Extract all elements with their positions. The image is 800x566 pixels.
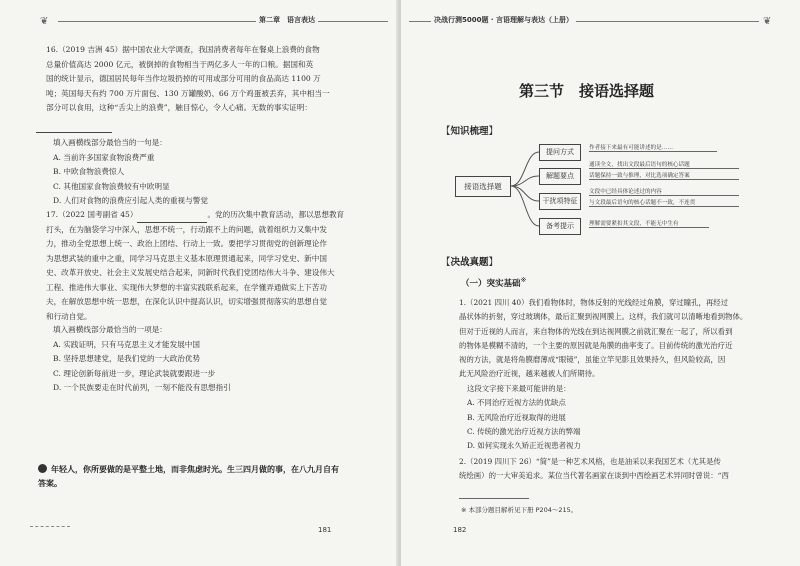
q17-blank <box>137 214 207 223</box>
question-2 <box>459 455 783 484</box>
q1-option-b[interactable]: B. 无风险治疗近视取得的进展 <box>467 412 566 422</box>
q16-option-b[interactable]: B. 中欧食物浪费惊人 <box>53 167 125 176</box>
subsection-heading <box>461 276 526 289</box>
q17-options <box>53 323 368 396</box>
q1-line: 1.（2021 四川 40）我们看物体时，物体反射的光线经过角膜，穿过瞳孔，再经过 <box>459 298 729 307</box>
connector-line <box>511 186 539 201</box>
page-number-right: 182 <box>453 526 467 534</box>
left-page-header <box>0 14 399 28</box>
knowledge-tag: 【知识梳理】 <box>441 126 499 137</box>
q16-options <box>53 136 368 209</box>
q17-line: 打头，在为脑袋学习中深入，思想不统一，行动跟不上的问题，就着组织力又集中发 <box>46 224 327 234</box>
q17-line: 夫，在解放思想中统一思想，在深化认识中提高认识，切实增强贯彻落实的思想自觉 <box>46 297 327 306</box>
q17-option-d[interactable]: D. 一个民族要走在时代前列，一刻不能没有思想指引 <box>53 383 231 392</box>
mindmap-leaf: 话题保持一致与推理，对比选项确定答案 <box>589 173 690 179</box>
mindmap-leaf: 文段中已经具体论述过的内容 <box>589 189 662 195</box>
mindmap-leaf: 作者接下来最有可能讲述的是…… <box>589 145 673 151</box>
page-number-left: 181 <box>318 526 332 534</box>
q16-line: 部分可以食用，这种“舌尖上的浪费”，触目惊心，令人心痛。无数的事实证明： <box>46 103 312 112</box>
section-title: 第三节 接语选择题 <box>519 82 655 100</box>
q2-line: 2.（2019 四川下 26）“简”是一种艺术风格，也是油采以来我国艺术（尤其是传 <box>459 457 721 466</box>
note-line: 年轻人，你所要做的是平整土地，而非焦虑时光。生三四月做的事，在八九月自有 <box>51 465 339 474</box>
subsection-label: （一）突实基础 <box>461 278 521 289</box>
leaf-underline <box>589 179 739 180</box>
q1-line: 但对于近视的人而言，来自物体的光线在到达视网膜之前就汇聚在一起了，所以看到 <box>459 326 733 336</box>
q16-option-d[interactable]: D. 人们对食物的浪费应引起人类的重视与警觉 <box>53 196 208 205</box>
q17-option-c[interactable]: C. 理论创新每前进一步，理论武装就要跟进一步 <box>53 368 216 378</box>
q1-line: 的物体是模糊不清的，一个主要的原因就是角膜的曲率变了。目前传统的激光治疗近 <box>459 340 733 350</box>
q17-option-b[interactable]: B. 坚持思想建党，是我们党的一大政治优势 <box>53 354 201 363</box>
q1-option-d[interactable]: D. 如何实现永久矫正近视患者视力 <box>467 441 581 451</box>
q17-prompt: 填入画横线部分最恰当的一项是： <box>53 325 167 334</box>
q1-line: 此无风险治疗近视，越来越被人们所期待。 <box>459 369 600 379</box>
mindmap-leaf: 理解需要紧扣其文段，不能无中生有 <box>589 221 679 227</box>
q17-line: 为思想武装的重中之重，同学习马克思主义基本原理贯通起来，同学习党史、新中国 <box>46 253 327 263</box>
q16-line: 国的统计显示，德国居民每年当作垃圾扔掉的可用或部分可用的食品高达 1100 万 <box>46 74 321 83</box>
q16-option-c[interactable]: C. 其他国家食物浪费较有中欧明显 <box>53 181 170 191</box>
q17-line: 力，推动全党思想上统一、政治上团结、行动上一致。要把学习贯彻党的创新理论作 <box>46 239 327 248</box>
q17-line-first <box>46 208 368 223</box>
book-title: 决战行测5000题 · 言语理解与表达（上册） <box>431 15 576 25</box>
q1-options <box>467 382 783 453</box>
q1-line: 晶状体的折射，穿过玻璃体，最后汇聚到视网膜上。这样，我们就可以清晰地看到物体。 <box>459 312 748 322</box>
question-1 <box>459 296 783 382</box>
q17-line: 和行动自觉。 <box>46 311 92 321</box>
right-page <box>401 0 800 566</box>
leaf-underline <box>589 195 739 196</box>
question-17 <box>46 208 368 324</box>
mindmap-node: 干扰项特征 <box>539 193 581 210</box>
q17-line: 工程、推进伟大事业、实现伟大梦想的丰富实践联系起来，在学懂弄通做实上下苦功 <box>46 282 327 292</box>
q1-prompt: 这段文字接下来最可能讲的是： <box>467 384 571 393</box>
q1-line: 视的方法，就是将角膜磨薄成“眼镜”，虽能立竿见影且效果持久，但风险较高，因 <box>459 355 726 365</box>
leaf-underline <box>589 168 739 169</box>
left-page <box>0 0 399 566</box>
q17-lead: 。党的历次集中教育活动，都以思想教育 <box>207 210 345 219</box>
leaf-underline <box>589 206 739 207</box>
q17-option-a[interactable]: A. 实践证明，只有马克思主义才能发展中国 <box>53 339 200 349</box>
q16-line: 16.（2019 吉洲 45）据中国农业大学调查，我国消费者每年在餐桌上浪费的食物 <box>46 45 320 54</box>
q16-option-a[interactable]: A. 当前许多国家食物浪费严重 <box>53 152 155 162</box>
q16-line: 总量价值高达 2000 亿元，被倒掉的食物相当于两亿多人一年的口粮。据国和英 <box>46 59 314 69</box>
motivational-note <box>38 463 368 491</box>
leaf-underline <box>589 151 717 152</box>
exam-tag: 【决战真题】 <box>441 257 499 268</box>
q16-answer-blank <box>36 132 112 133</box>
mindmap-leaf: 与文段最后语句的核心话题不一致，不连贯 <box>589 200 696 206</box>
q17-source: 17.（2022 国考副省 45） <box>46 210 138 219</box>
q17-line: 史、改革开放史、社会主义发展史结合起来，同新时代我们党团结伟大斗争、建设伟大 <box>46 268 335 277</box>
header-rule <box>58 21 388 22</box>
footnote: ※ 本部分题目解析见下册 P204～215。 <box>461 506 578 514</box>
connector-line <box>511 186 539 226</box>
q1-option-c[interactable]: C. 传统的激光治疗近视方法的弊端 <box>467 426 581 436</box>
mindmap-leaf: 通读全文，找出文段最后语句的核心话题 <box>589 162 690 168</box>
leaf-ornament-icon: ❦ <box>40 16 49 27</box>
q2-line: 统绘画）的一大审美追求。某位当代著名画家在谈到中西绘画艺术异同时曾说：“西 <box>459 471 729 481</box>
footnote-rule <box>459 498 529 499</box>
exam-tag-label: 决战真题 <box>450 257 489 268</box>
leaf-underline <box>589 227 709 228</box>
q16-line: 吨；英国每天有约 700 万片面包、130 万罐酸奶、66 万个鸡蛋被丢弃，其中相当一 <box>46 88 330 98</box>
q16-prompt: 填入画横线部分最恰当的一句是： <box>53 138 167 147</box>
mindmap-node: 备考提示 <box>539 218 581 235</box>
bullet-icon <box>38 464 47 473</box>
q1-option-a[interactable]: A. 不同治疗近视方法的优缺点 <box>467 398 566 408</box>
mindmap-node: 解题要点 <box>539 168 581 185</box>
footnote-marker-icon: ※ <box>520 276 527 284</box>
footer-rule <box>30 526 70 527</box>
leaf-ornament-icon: ❦ <box>763 16 772 27</box>
mindmap-node: 提问方式 <box>539 144 581 161</box>
chapter-title: 第二章 语言表达 <box>256 15 318 25</box>
note-line: 答案。 <box>38 479 62 488</box>
question-16 <box>46 43 368 116</box>
knowledge-tag-label: 知识梳理 <box>450 126 489 137</box>
mindmap-center: 接语选择题 <box>455 176 511 197</box>
